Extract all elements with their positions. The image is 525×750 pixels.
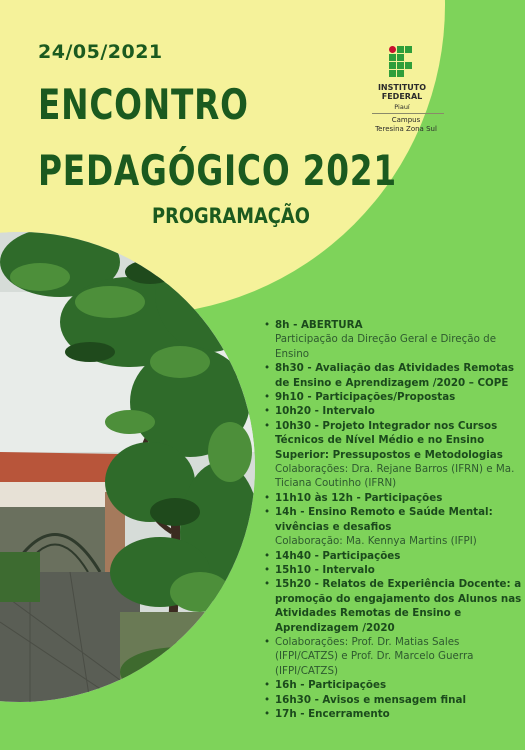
title-line-2: PEDAGÓGICO 2021 bbox=[38, 146, 397, 195]
program-item: • 15h20 - Relatos de Experiência Docente: a promoção do engajamento dos Alunos nas Atividades Remotas de Ensino e Aprendizagem /2020 bbox=[262, 577, 524, 635]
logo-name: INSTITUTO FEDERAL bbox=[377, 83, 427, 101]
program-item: • 10h20 - Intervalo bbox=[262, 404, 524, 418]
program-item: • 16h30 - Avisos e mensagem final bbox=[262, 693, 524, 707]
event-date: 24/05/2021 bbox=[38, 41, 163, 63]
program-item: • 17h - Encerramento bbox=[262, 707, 524, 721]
program-item: • 16h - Participações bbox=[262, 678, 524, 692]
logo-mark-icon bbox=[389, 46, 413, 78]
program-item: • Colaborações: Prof. Dr. Matias Sales (IFPI/CATZS) e Prof. Dr. Marcelo Guerra (IFPI/CATZS) bbox=[262, 635, 524, 678]
program-item: • 8h - ABERTURA Participação da Direção Geral e Direção de Ensino bbox=[262, 318, 524, 361]
program-heading: PROGRAMAÇÃO bbox=[152, 204, 310, 228]
garden-photo bbox=[0, 232, 255, 702]
program-item: • 10h30 - Projeto Integrador nos Cursos Técnicos de Nível Médio e no Ensino Superior: Pressupostos e Metodologias Colaborações: Dra. Rejane Barros (IFRN) e Ma. Ticiana Coutinho (IFRN) bbox=[262, 419, 524, 491]
garden-illustration bbox=[0, 232, 255, 702]
program-item: • 15h10 - Intervalo bbox=[262, 563, 524, 577]
program-list bbox=[262, 318, 524, 721]
program-item: • 14h - Ensino Remoto e Saúde Mental: vivências e desafios Colaboração: Ma. Kennya Martins (IFPI) bbox=[262, 505, 524, 548]
title-line-1: ENCONTRO bbox=[38, 80, 249, 129]
program-item: • 8h30 - Avaliação das Atividades Remotas de Ensino e Aprendizagem /2020 – COPE bbox=[262, 361, 524, 390]
logo-state: Piauí bbox=[394, 103, 410, 111]
program-item: • 11h10 às 12h - Participações bbox=[262, 491, 524, 505]
logo-divider bbox=[372, 113, 444, 114]
logo-campus: Campus Teresina Zona Sul bbox=[375, 116, 437, 133]
program-item: • 9h10 - Participações/Propostas bbox=[262, 390, 524, 404]
program-item: • 14h40 - Participações bbox=[262, 549, 524, 563]
